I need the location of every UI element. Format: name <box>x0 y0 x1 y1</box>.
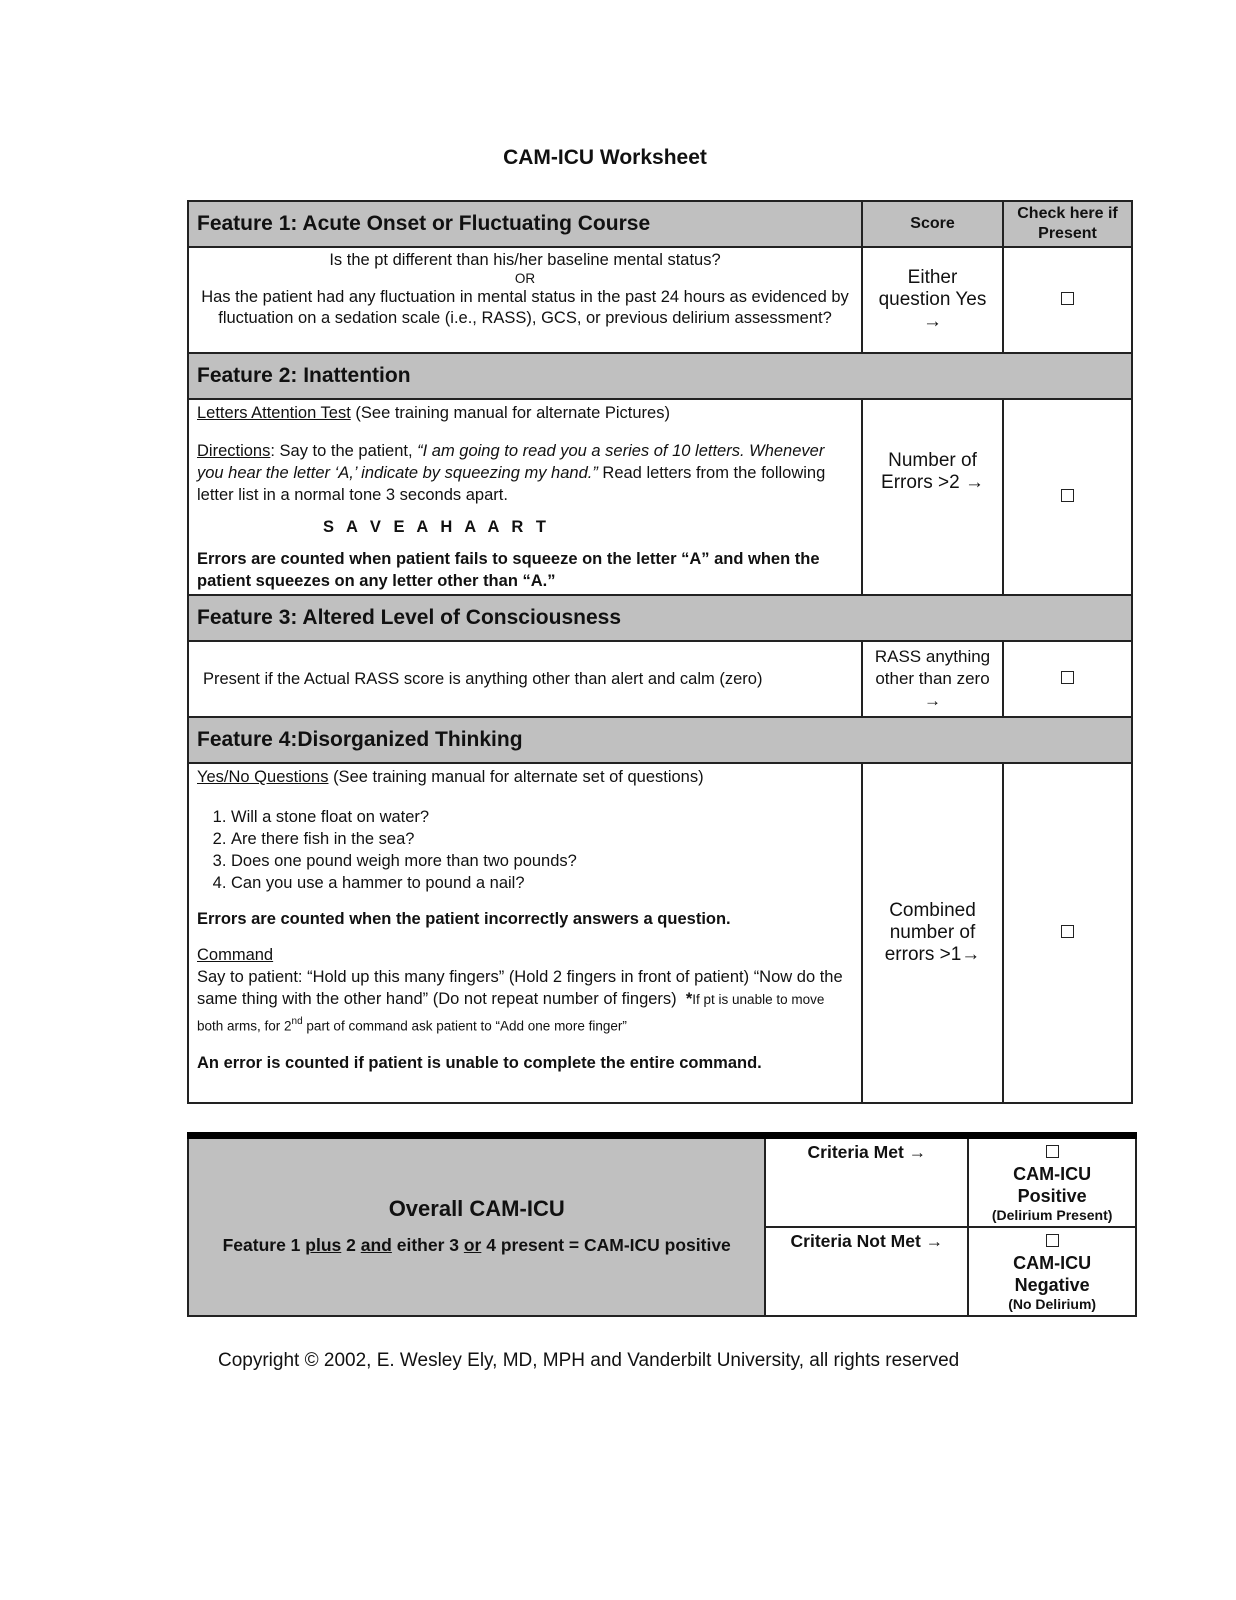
command-instructions <box>197 966 853 1038</box>
positive-line1: CAM-ICU <box>1013 1164 1092 1184</box>
cam-icu-negative-cell[interactable] <box>968 1227 1136 1316</box>
letter-sequence: S A V E A H A A R T <box>323 518 550 536</box>
feature2-check-cell[interactable] <box>1003 399 1132 595</box>
overall-rule <box>195 1234 758 1257</box>
feature1-heading: Feature 1: Acute Onset or Fluctuating Course <box>188 201 862 247</box>
letters-test-note: (See training manual for alternate Pictures) <box>355 404 670 422</box>
feature2-row <box>188 399 1132 595</box>
footnote-text-end: part of command ask patient to “Add one more finger” <box>302 1018 627 1034</box>
page-title: CAM-ICU Worksheet <box>503 146 707 169</box>
criteria-met-label: Criteria Met → <box>765 1136 968 1228</box>
feature4-heading: Feature 4:Disorganized Thinking <box>188 717 1132 763</box>
feature4-errors-rule: Errors are counted when the patient incorrectly answers a question. <box>197 910 731 928</box>
copyright-notice: Copyright © 2002, E. Wesley Ely, MD, MPH and Vanderbilt University, all rights reserved <box>218 1350 960 1371</box>
feature2-checkbox[interactable] <box>1061 489 1074 502</box>
feature3-checkbox[interactable] <box>1061 671 1074 684</box>
feature4-content <box>188 763 862 1103</box>
rule-or: or <box>463 1235 482 1255</box>
feature4-checkbox[interactable] <box>1061 925 1074 938</box>
feature1-question-2: Has the patient had any fluctuation in mental status in the past 24 hours as evidenced by fluctuation on a sedation scale (i.e., RASS), GCS, or previous delirium assessment? <box>201 288 849 327</box>
cam-icu-negative-checkbox[interactable] <box>1046 1234 1059 1247</box>
cam-icu-positive-cell[interactable] <box>968 1136 1136 1228</box>
feature3-heading: Feature 3: Altered Level of Consciousness <box>188 595 1132 641</box>
score-column-header: Score <box>862 201 1003 247</box>
command-label: Command <box>197 946 274 964</box>
rule-text: Feature 1 <box>222 1235 306 1255</box>
yes-no-questions-note: (See training manual for alternate set of questions) <box>333 768 704 786</box>
feature1-questions <box>188 247 862 353</box>
feature2-score-text: Number of Errors >2 → <box>881 450 984 493</box>
rule-text: 4 present = CAM-ICU positive <box>481 1235 731 1255</box>
rule-text: either 3 <box>391 1235 464 1255</box>
rule-and: and <box>360 1235 392 1255</box>
negative-line2: Negative <box>1014 1275 1090 1295</box>
feature4-command-rule: An error is counted if patient is unable to complete the entire command. <box>197 1053 762 1072</box>
letters-attention-test-label: Letters Attention Test <box>197 404 351 422</box>
feature2-test-line <box>197 402 853 424</box>
question-item: 4. Can you use a hammer to pound a nail? <box>231 872 853 894</box>
directions-label: Directions <box>197 442 271 460</box>
overall-row-positive <box>188 1136 1136 1228</box>
overall-title: Overall CAM-ICU <box>388 1196 565 1221</box>
footnote-star: * <box>685 990 693 1008</box>
feature1-check-cell[interactable] <box>1003 247 1132 353</box>
feature4-row <box>188 763 1132 1103</box>
rule-plus: plus <box>305 1235 342 1255</box>
positive-line2: Positive <box>1017 1186 1087 1206</box>
question-item: 1. Will a stone float on water? <box>231 806 853 828</box>
feature1-row <box>188 247 1132 353</box>
feature1-score: Either question Yes → <box>862 247 1003 353</box>
feature4-header-row <box>188 717 1132 763</box>
feature4-questions-line <box>197 766 853 788</box>
cam-icu-positive-checkbox[interactable] <box>1046 1145 1059 1158</box>
directions-suffix: Read letters from the following letter list in a normal tone 3 seconds apart. <box>197 464 826 504</box>
overall-cam-icu-table <box>187 1132 1137 1317</box>
feature4-score: Combined number of errors >1→ <box>862 763 1003 1103</box>
question-item: 2. Are there fish in the sea? <box>231 828 853 850</box>
yes-no-questions-label: Yes/No Questions <box>197 768 329 786</box>
feature3-header-row <box>188 595 1132 641</box>
feature4-check-cell[interactable] <box>1003 763 1132 1103</box>
feature1-or: OR <box>514 271 536 286</box>
feature1-checkbox[interactable] <box>1061 292 1074 305</box>
positive-sub: (Delirium Present) <box>991 1207 1113 1223</box>
directions-prefix: : Say to the patient, <box>270 442 418 460</box>
feature1-question-1: Is the pt different than his/her baseline mental status? <box>329 251 721 269</box>
feature2-header-row <box>188 353 1132 399</box>
feature2-errors-rule: Errors are counted when patient fails to squeeze on the letter “A” and when the patient squeezes on any letter other than “A.” <box>197 550 820 590</box>
negative-sub: (No Delirium) <box>1008 1296 1097 1312</box>
overall-summary <box>188 1136 765 1317</box>
footnote-sup: nd <box>291 1016 303 1027</box>
feature1-header-row <box>188 201 1132 247</box>
yes-no-question-list <box>211 806 853 894</box>
footnote-text: If pt is unable to move both arms, for 2 <box>197 992 825 1034</box>
feature3-text: Present if the Actual RASS score is anything other than alert and calm (zero) <box>188 641 862 717</box>
cam-icu-table <box>187 200 1133 1104</box>
feature3-row <box>188 641 1132 717</box>
rule-text: 2 <box>341 1235 361 1255</box>
feature2-content <box>188 399 862 595</box>
feature2-directions <box>197 440 853 506</box>
check-column-header: Check here if Present <box>1003 201 1132 247</box>
directions-quote: “I am going to read you a series of 10 letters. Whenever you hear the letter ‘A,’ indicate by squeezing my hand.” <box>197 442 825 482</box>
feature3-score: RASS anything other than zero → <box>862 641 1003 717</box>
command-text: Say to patient: “Hold up this many fingers” (Hold 2 fingers in front of patient) “Now do the same thing with the other hand” (Do not repeat number of fingers) <box>197 968 843 1008</box>
negative-line1: CAM-ICU <box>1013 1253 1092 1273</box>
feature3-check-cell[interactable] <box>1003 641 1132 717</box>
criteria-not-met-label: Criteria Not Met → <box>765 1227 968 1316</box>
question-item: 3. Does one pound weigh more than two pounds? <box>231 850 853 872</box>
feature2-score <box>862 399 1003 595</box>
feature2-heading: Feature 2: Inattention <box>188 353 1132 399</box>
